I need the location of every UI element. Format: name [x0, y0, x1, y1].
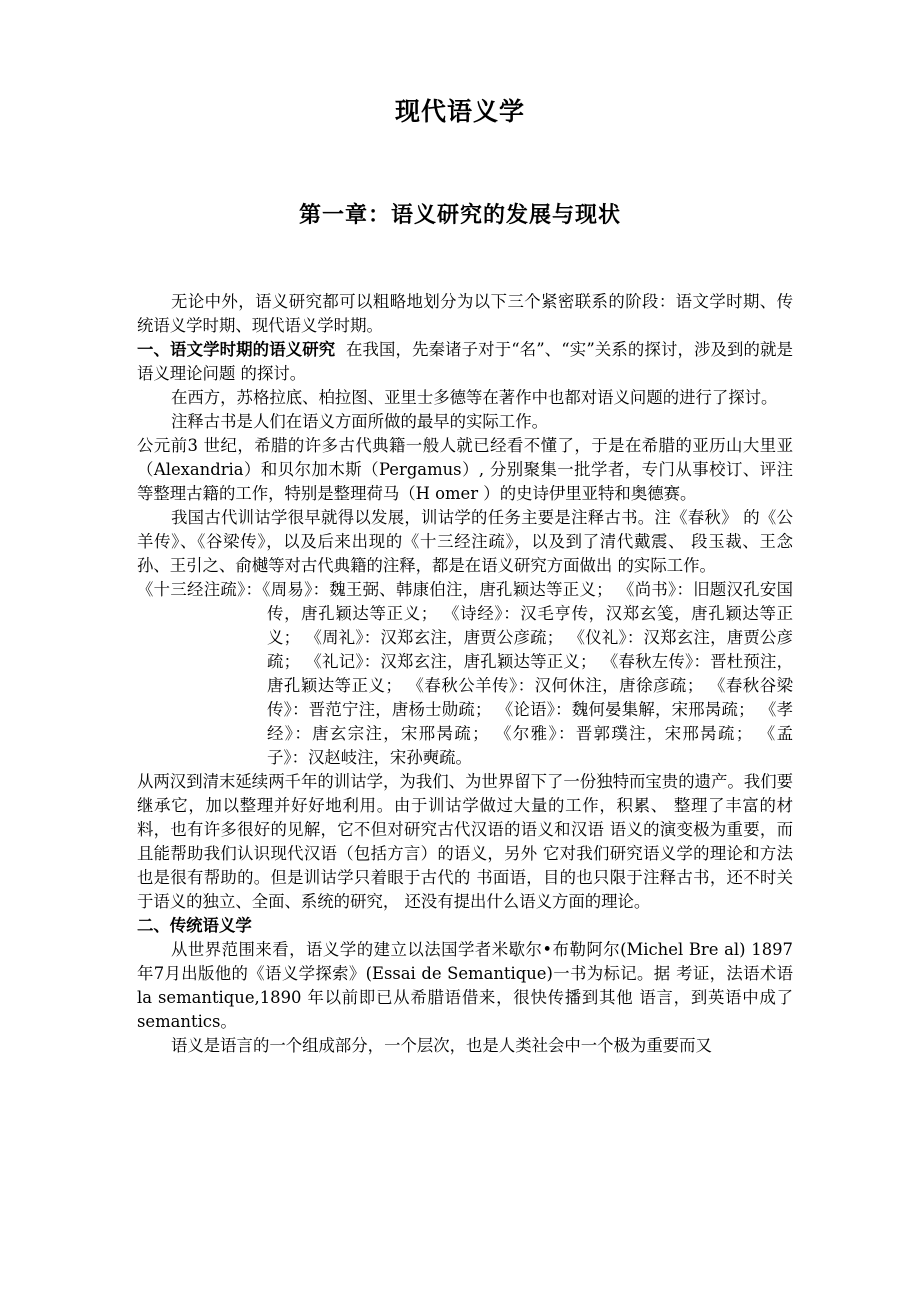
west-paragraph: 在西方，苏格拉底、柏拉图、亚里士多德等在著作中也都对语义问题的进行了探讨。	[171, 388, 778, 407]
breal-paragraph: 从世界范围来看，语义学的建立以法国学者米歇尔•布勒阿尔(Michel Bre al) 1897年7月出版他的《语义学探索》(Essai de Semantique)一书为标记。据 考证，法语术语 la semantique,1890 年以前即已从希腊语借来，很快传播到其他 语言，到英语中成了 semantics。	[137, 940, 793, 1031]
last-paragraph: 语义是语言的一个组成部分，一个层次，也是人类社会中一个极为重要而又	[171, 1036, 712, 1055]
document-title: 现代语义学	[394, 97, 525, 126]
annotation-paragraph: 注释古书是人们在语义方面所做的最早的实际工作。	[171, 412, 548, 431]
section-1-text: 在我国，先秦诸子对于“名”、“实”关系的探讨，涉及到的就是语义理论问题 的探讨。	[137, 340, 793, 383]
chapter-title: 第一章：语义研究的发展与现状	[298, 202, 621, 228]
list-text: 《周易》：魏王弼、韩康伯注，唐孔颖达等正义； 《尚书》：旧题汉孔安国传，唐孔颖达等正义； 《诗经》：汉毛亨传，汉郑玄笺，唐孔颖达等正义； 《周礼》：汉郑玄注，唐贾公彦疏； 《仪礼》：汉郑玄注，唐贾公彦疏； 《礼记》：汉郑玄注，唐孔颖达等正义； 《春秋左传》：晋杜预注，唐孔颖达等正义； 《春秋公羊传》：汉何休注，唐徐彦疏； 《春秋谷梁传》：晋范宁注，唐杨士勋疏； 《论语》：魏何晏集解，宋邢昺疏； 《孝经》：唐玄宗注，宋邢昺疏； 《尔雅》：晋郭璞注，宋邢昺疏； 《孟子》：汉赵岐注，宋孙奭疏。	[262, 580, 793, 767]
greek-paragraph: 公元前3 世纪，希腊的许多古代典籍一般人就已经看不懂了，于是在希腊的亚历山大里亚（Alexandria）和贝尔加木斯（Pergamus）, 分别聚集一批学者，专门从事校订、评注等整理古籍的工作，特别是整理荷马（H omer ）的史诗伊里亚特和奥德赛。	[137, 436, 793, 503]
intro-paragraph: 无论中外，语义研究都可以粗略地划分为以下三个紧密联系的阶段：语文学时期、传统语义学时期、现代语义学时期。	[137, 292, 793, 335]
thirteen-classics-list	[137, 578, 793, 770]
document-body	[137, 290, 793, 1058]
section-1-paragraph	[137, 338, 793, 386]
china-paragraph: 我国古代训诂学很早就得以发展，训诂学的任务主要是注释古书。注《春秋》 的《公羊传》、《谷梁传》，以及后来出现的《十三经注疏》，以及到了清代戴震、 段玉裁、王念孙、王引之、俞樾等对古代典籍的注释，都是在语义研究方面做出 的实际工作。	[137, 508, 793, 575]
section-2-heading: 二、传统语义学	[137, 916, 252, 935]
heritage-paragraph: 从两汉到清末延续两千年的训诂学，为我们、为世界留下了一份独特而宝贵的遗产。我们要继承它，加以整理并好好地利用。由于训诂学做过大量的工作，积累、 整理了丰富的材料，也有许多很好的见解，它不但对研究古代汉语的语义和汉语 语义的演变极为重要，而且能帮助我们认识现代汉语（包括方言）的语义，另外 它对我们研究语义学的理论和方法也是很有帮助的。但是训诂学只着眼于古代的 书面语，目的也只限于注释古书，还不时关于语义的独立、全面、系统的研究， 还没有提出什么语义方面的理论。	[137, 772, 793, 911]
section-1-heading: 一、语文学时期的语义研究	[137, 340, 336, 359]
list-label: 《十三经注疏》：	[137, 580, 263, 599]
